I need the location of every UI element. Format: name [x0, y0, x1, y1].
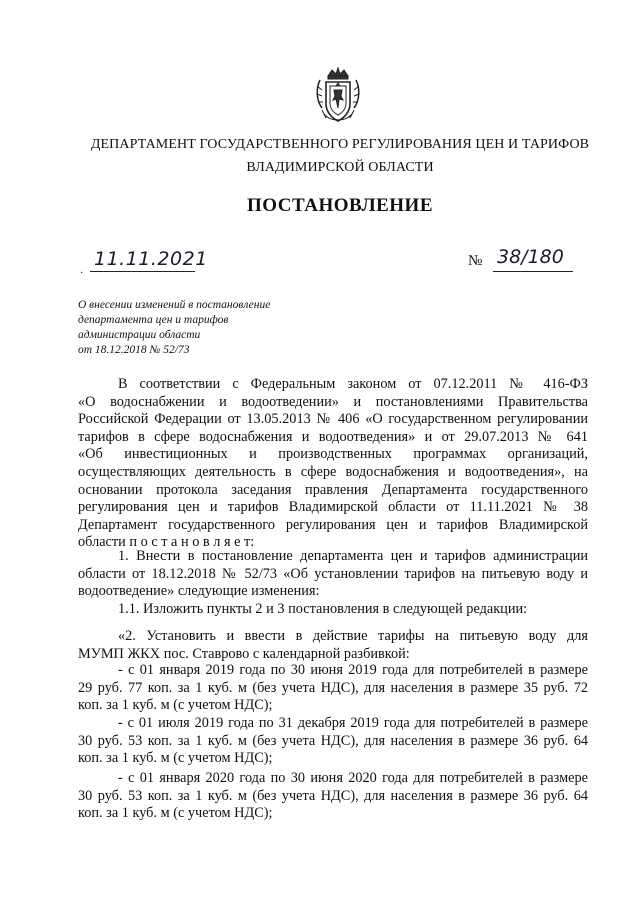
text-line: 30 руб. 53 коп. за 1 куб. м (без учета НДС), для населения в размере 36 руб. 64 [78, 787, 588, 804]
text-line: коп. за 1 куб. м (с учетом НДС); [78, 750, 273, 767]
text-line: 1.1. Изложить пункты 2 и 3 постановления в следующей редакции: [118, 601, 528, 617]
department-name-line2: ВЛАДИМИРСКОЙ ОБЛАСТИ [246, 160, 434, 175]
text-line: коп. за 1 куб. м (с учетом НДС); [78, 697, 273, 714]
coat-of-arms-icon [314, 66, 362, 126]
text-line: осуществляющих деятельность в сфере водоснабжения и водоотведения», на [78, 463, 588, 480]
text-line: 30 руб. 53 коп. за 1 куб. м (без учета НДС), для населения в размере 36 руб. 64 [78, 732, 588, 749]
date-underline [90, 271, 195, 272]
text-line: 1. Внести в постановление департамента цен и тарифов администрации [118, 548, 588, 564]
text-line: Российской Федерации от 13.05.2013 № 406 «О государственном регулировании [78, 411, 588, 428]
text-line: области п о с т а н о в л я е т: [78, 534, 255, 551]
text-line: - с 01 января 2020 года по 30 июня 2020 года для потребителей в размере [118, 770, 588, 786]
margin-dot: · [80, 268, 84, 279]
text-line: «О водоснабжении и водоотведении» и постановлениями Правительства [78, 393, 588, 410]
tariff-period-3 [78, 770, 588, 823]
document-number: 38/180 [497, 246, 564, 268]
text-line: регулирования цен и тарифов Владимирской области от 11.11.2021 № 38 [78, 499, 588, 516]
number-underline [493, 271, 573, 272]
subject-line: департамента цен и тарифов [78, 314, 229, 326]
item-2-paragraph [78, 628, 588, 663]
text-line: В соответствии с Федеральным законом от 07.12.2011 № 416-ФЗ [118, 376, 588, 392]
subject-line: администрации области [78, 329, 201, 341]
text-line: - с 01 июля 2019 года по 31 декабря 2019 года для потребителей в размере [118, 715, 588, 731]
item-1-paragraph [78, 548, 588, 601]
text-line: 29 руб. 77 коп. за 1 куб. м (без учета НДС), для населения в размере 35 руб. 72 [78, 679, 588, 696]
text-line: «Об инвестиционных и производственных программах организаций, [78, 446, 588, 463]
tariff-period-1 [78, 662, 588, 715]
document-date: 11.11.2021 [94, 248, 208, 270]
text-line: коп. за 1 куб. м (с учетом НДС); [78, 805, 273, 822]
number-sign: № [468, 253, 483, 269]
tariff-period-2 [78, 715, 588, 768]
document-type-title: ПОСТАНОВЛЕНИЕ [246, 195, 434, 216]
preamble-paragraph [78, 376, 588, 552]
subject-line: от 18.12.2018 № 52/73 [78, 344, 190, 356]
text-line: - с 01 января 2019 года по 30 июня 2019 года для потребителей в размере [118, 662, 588, 678]
text-line: основании протокола заседания правления Департамента государственного [78, 481, 588, 498]
text-line: тарифов в сфере водоснабжения и водоотведения» и от 29.07.2013 № 641 [78, 428, 588, 445]
item-1-1-paragraph [78, 601, 588, 619]
subject-line: О внесении изменений в постановление [78, 299, 271, 311]
text-line: МУМП ЖКХ пос. Ставрово с календарной разбивкой: [78, 645, 410, 662]
text-line: водоотведение» следующие изменения: [78, 583, 320, 600]
department-name-line1: ДЕПАРТАМЕНТ ГОСУДАРСТВЕННОГО РЕГУЛИРОВАНИЯ ЦЕН И ТАРИФОВ [90, 137, 590, 152]
text-line: области от 18.12.2018 № 52/73 «Об установлении тарифов на питьевую воду и [78, 565, 588, 582]
document-subject [78, 298, 270, 358]
text-line: Департамент государственного регулирования цен и тарифов Владимирской [78, 516, 588, 533]
text-line: «2. Установить и ввести в действие тарифы на питьевую воду для [118, 628, 588, 644]
